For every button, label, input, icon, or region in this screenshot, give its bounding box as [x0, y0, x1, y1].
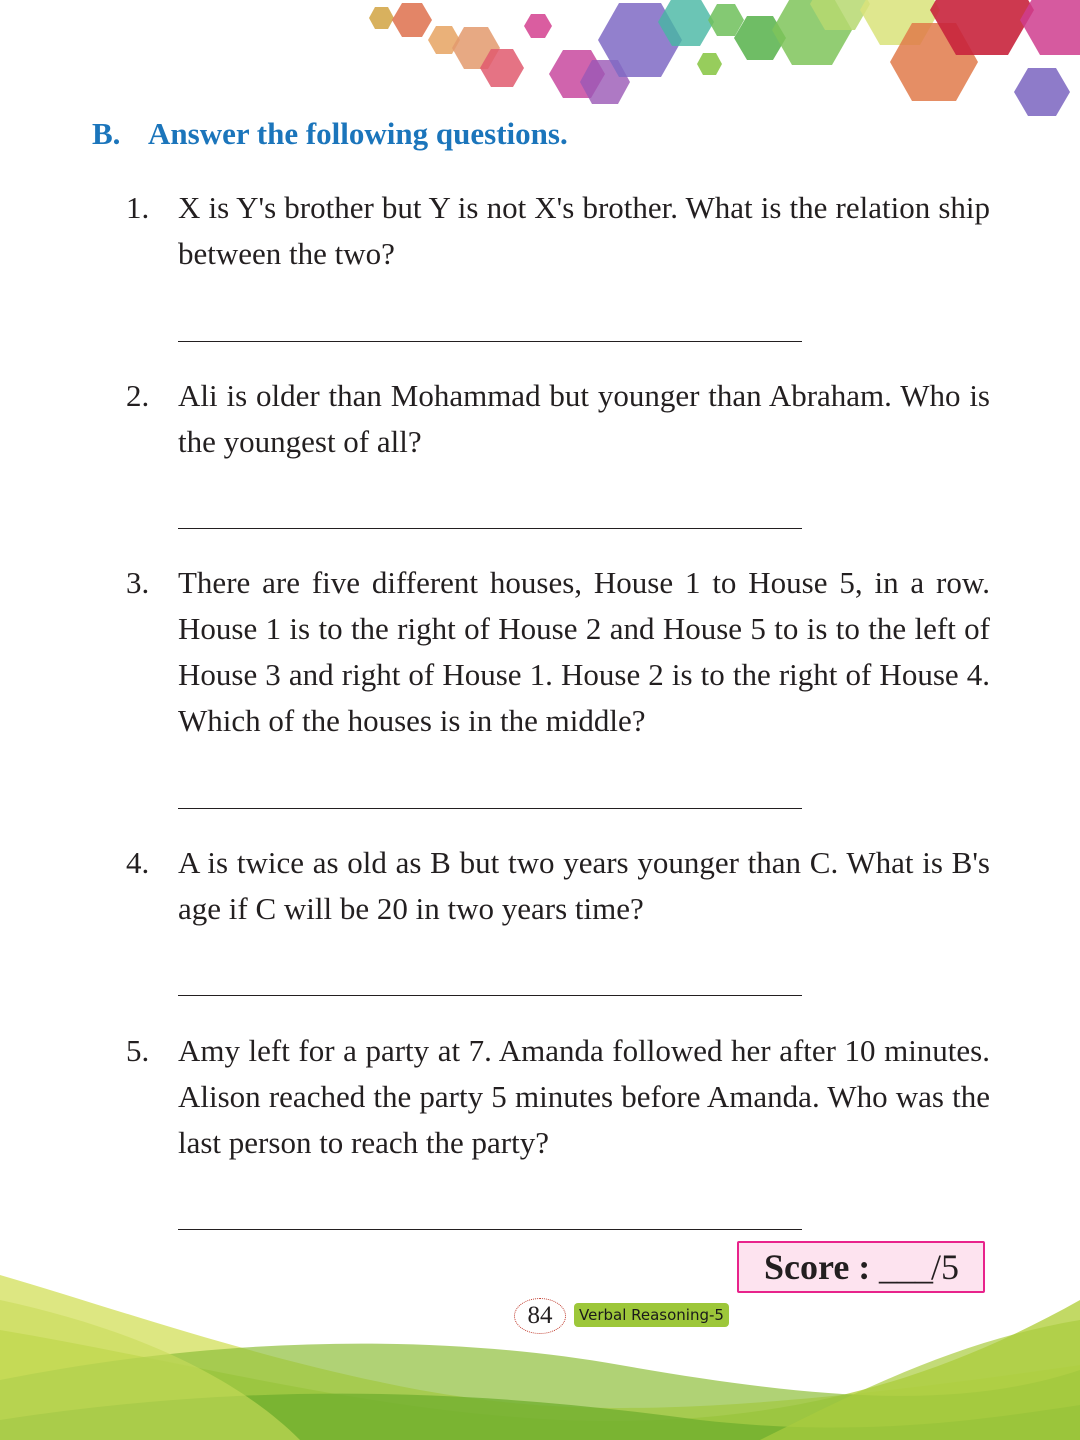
- question-number: 2.: [126, 378, 150, 413]
- question-number: 1.: [126, 190, 150, 225]
- answer-line[interactable]: [178, 808, 802, 809]
- hexagon-shape: [369, 7, 394, 29]
- question-item: [126, 185, 990, 277]
- answer-line[interactable]: [178, 341, 802, 342]
- question-text: There are five different houses, House 1 to House 5, in a row. House 1 is to the right of House 2 and House 5 to is to the left of House 3 and right of House 1. House 2 is to the right of House 4. Which of the houses is in the middle?: [178, 565, 990, 738]
- answer-line[interactable]: [178, 995, 802, 996]
- question-item: [126, 840, 990, 932]
- section-title: Answer the following questions.: [148, 116, 568, 151]
- hexagon-shape: [524, 14, 552, 38]
- page-number: 84: [514, 1298, 566, 1334]
- section-letter: B.: [92, 116, 121, 151]
- question-item: [126, 1028, 990, 1166]
- question-item: [126, 373, 990, 465]
- question-item: [126, 560, 990, 744]
- book-title-tag: Verbal Reasoning-5: [574, 1303, 729, 1327]
- hexagon-shape: [392, 3, 432, 37]
- question-number: 3.: [126, 565, 150, 600]
- question-number: 5.: [126, 1033, 150, 1068]
- question-text: X is Y's brother but Y is not X's brother. What is the relation ship between the two?: [178, 190, 990, 271]
- hexagon-shape: [1014, 68, 1070, 116]
- hexagon-header-decoration: [0, 0, 1080, 130]
- score-box: [737, 1241, 985, 1293]
- question-number: 4.: [126, 845, 150, 880]
- wave-shape: [760, 1320, 1080, 1440]
- hexagon-shape: [697, 53, 722, 75]
- green-wave-decoration: [0, 1270, 1080, 1440]
- score-blank[interactable]: ___: [879, 1247, 933, 1287]
- answer-line[interactable]: [178, 528, 802, 529]
- hexagon-shape: [1020, 0, 1080, 55]
- question-text: Amy left for a party at 7. Amanda followed her after 10 minutes. Alison reached the party 5 minutes before Amanda. Who was the last person to reach the party?: [178, 1033, 990, 1160]
- question-text: Ali is older than Mohammad but younger than Abraham. Who is the youngest of all?: [178, 378, 990, 459]
- question-text: A is twice as old as B but two years younger than C. What is B's age if C will be 20 in two years time?: [178, 845, 990, 926]
- score-total: /5: [931, 1247, 960, 1287]
- score-label: Score :: [764, 1247, 871, 1287]
- answer-line[interactable]: [178, 1229, 802, 1230]
- section-heading: [92, 116, 568, 152]
